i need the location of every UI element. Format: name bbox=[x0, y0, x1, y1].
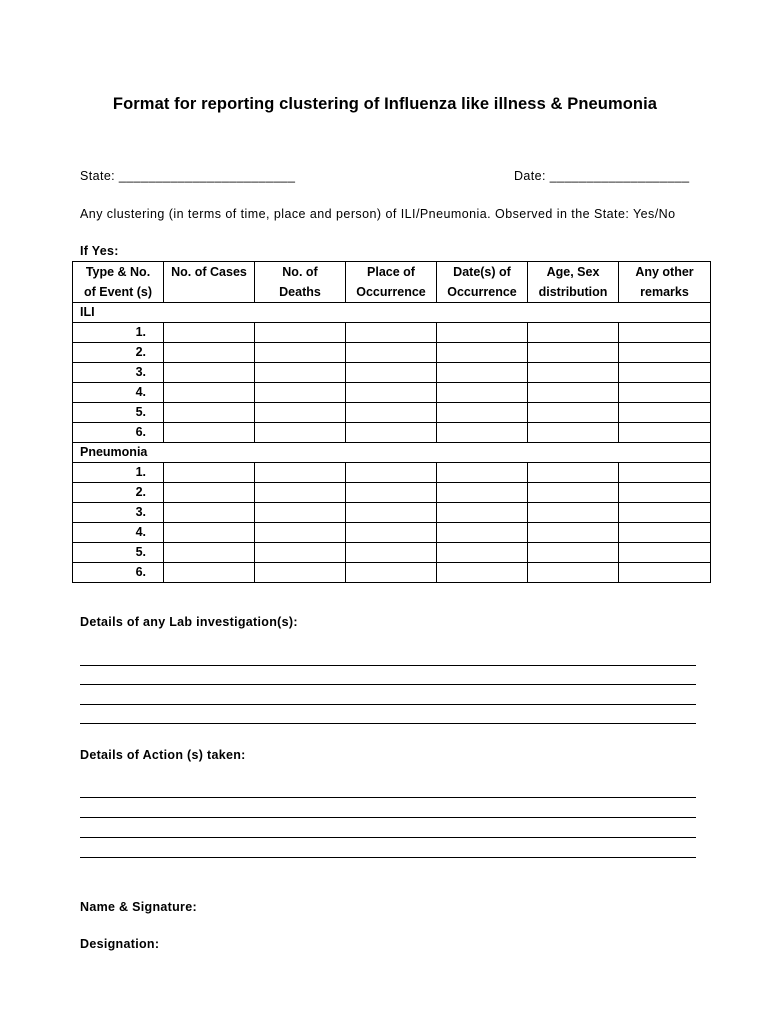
entry-cell[interactable] bbox=[619, 423, 711, 443]
entry-cell[interactable] bbox=[346, 543, 437, 563]
entry-cell[interactable] bbox=[437, 543, 528, 563]
entry-cell[interactable] bbox=[164, 523, 255, 543]
table-row bbox=[73, 343, 711, 363]
table-row bbox=[73, 503, 711, 523]
entry-cell[interactable] bbox=[528, 563, 619, 583]
entry-cell[interactable] bbox=[437, 363, 528, 383]
entry-cell[interactable] bbox=[619, 383, 711, 403]
table-row bbox=[73, 383, 711, 403]
action-line-2[interactable] bbox=[80, 817, 696, 818]
action-line-1[interactable] bbox=[80, 797, 696, 798]
entry-cell[interactable] bbox=[619, 483, 711, 503]
entry-cell[interactable] bbox=[619, 523, 711, 543]
clustering-table bbox=[72, 261, 711, 583]
entry-cell[interactable] bbox=[164, 323, 255, 343]
entry-cell[interactable] bbox=[164, 403, 255, 423]
table-row bbox=[73, 483, 711, 503]
entry-cell[interactable] bbox=[164, 483, 255, 503]
section-label: Pneumonia bbox=[73, 443, 164, 463]
entry-cell[interactable] bbox=[255, 503, 346, 523]
entry-cell[interactable] bbox=[437, 563, 528, 583]
entry-cell[interactable] bbox=[346, 363, 437, 383]
entry-cell[interactable] bbox=[528, 483, 619, 503]
column-header bbox=[164, 262, 255, 303]
entry-cell[interactable] bbox=[619, 343, 711, 363]
column-header-line: Place of bbox=[367, 265, 415, 279]
row-number: 3. bbox=[73, 363, 164, 383]
name-signature-label: Name & Signature: bbox=[80, 900, 197, 914]
entry-cell[interactable] bbox=[164, 363, 255, 383]
entry-cell[interactable] bbox=[255, 403, 346, 423]
designation-label: Designation: bbox=[80, 937, 160, 951]
entry-cell[interactable] bbox=[164, 383, 255, 403]
entry-cell[interactable] bbox=[164, 563, 255, 583]
column-header-line: Occurrence bbox=[447, 284, 517, 299]
entry-cell[interactable] bbox=[437, 463, 528, 483]
entry-cell[interactable] bbox=[437, 403, 528, 423]
entry-cell[interactable] bbox=[164, 543, 255, 563]
entry-cell[interactable] bbox=[528, 543, 619, 563]
entry-cell[interactable] bbox=[255, 343, 346, 363]
column-header-line: No. of Cases bbox=[171, 265, 247, 279]
entry-cell[interactable] bbox=[346, 483, 437, 503]
entry-cell[interactable] bbox=[255, 463, 346, 483]
column-header bbox=[346, 262, 437, 303]
table-row bbox=[73, 463, 711, 483]
row-number: 1. bbox=[73, 463, 164, 483]
row-number: 6. bbox=[73, 563, 164, 583]
row-number: 2. bbox=[73, 343, 164, 363]
column-header-line: remarks bbox=[640, 284, 689, 299]
column-header bbox=[255, 262, 346, 303]
entry-cell[interactable] bbox=[528, 383, 619, 403]
entry-cell[interactable] bbox=[619, 403, 711, 423]
column-header bbox=[73, 262, 164, 303]
column-header-line: Age, Sex bbox=[546, 265, 600, 279]
entry-cell[interactable] bbox=[619, 563, 711, 583]
column-header-line: Occurrence bbox=[356, 284, 426, 299]
section-label: ILI bbox=[73, 303, 164, 323]
entry-cell[interactable] bbox=[528, 463, 619, 483]
section-spacer bbox=[164, 443, 711, 463]
section-row bbox=[73, 303, 711, 323]
entry-cell[interactable] bbox=[346, 563, 437, 583]
entry-cell[interactable] bbox=[346, 403, 437, 423]
entry-cell[interactable] bbox=[164, 423, 255, 443]
lab-line-1[interactable] bbox=[80, 665, 696, 666]
row-number: 3. bbox=[73, 503, 164, 523]
entry-cell[interactable] bbox=[255, 543, 346, 563]
entry-cell[interactable] bbox=[255, 523, 346, 543]
entry-cell[interactable] bbox=[346, 323, 437, 343]
entry-cell[interactable] bbox=[619, 503, 711, 523]
entry-cell[interactable] bbox=[619, 463, 711, 483]
entry-cell[interactable] bbox=[346, 503, 437, 523]
entry-cell[interactable] bbox=[437, 423, 528, 443]
entry-cell[interactable] bbox=[437, 523, 528, 543]
entry-cell[interactable] bbox=[255, 423, 346, 443]
row-number: 5. bbox=[73, 543, 164, 563]
entry-cell[interactable] bbox=[528, 503, 619, 523]
entry-cell[interactable] bbox=[255, 483, 346, 503]
column-header-line: Date(s) of bbox=[453, 265, 511, 279]
column-header-line: Any other bbox=[635, 265, 694, 279]
action-line-4[interactable] bbox=[80, 857, 696, 858]
column-header bbox=[528, 262, 619, 303]
form-title: Format for reporting clustering of Influenza like illness & Pneumonia bbox=[112, 95, 658, 113]
entry-cell[interactable] bbox=[528, 343, 619, 363]
table-row bbox=[73, 403, 711, 423]
entry-cell[interactable] bbox=[255, 323, 346, 343]
state-field[interactable]: State: ________________________ bbox=[80, 169, 296, 183]
entry-cell[interactable] bbox=[528, 363, 619, 383]
clustering-question: Any clustering (in terms of time, place and person) of ILI/Pneumonia. Observed in the State: Yes/No bbox=[80, 207, 676, 221]
lab-line-3[interactable] bbox=[80, 704, 696, 705]
lab-line-2[interactable] bbox=[80, 684, 696, 685]
entry-cell[interactable] bbox=[528, 323, 619, 343]
entry-cell[interactable] bbox=[528, 523, 619, 543]
entry-cell[interactable] bbox=[528, 403, 619, 423]
entry-cell[interactable] bbox=[437, 323, 528, 343]
entry-cell[interactable] bbox=[528, 423, 619, 443]
column-header-line: of Event (s) bbox=[83, 284, 153, 299]
entry-cell[interactable] bbox=[346, 423, 437, 443]
action-taken-label: Details of Action (s) taken: bbox=[80, 748, 246, 762]
row-number: 4. bbox=[73, 523, 164, 543]
lab-investigation-label: Details of any Lab investigation(s): bbox=[80, 615, 298, 629]
table-row bbox=[73, 423, 711, 443]
date-field[interactable]: Date: ___________________ bbox=[514, 169, 690, 183]
section-row bbox=[73, 443, 711, 463]
entry-cell[interactable] bbox=[437, 503, 528, 523]
entry-cell[interactable] bbox=[437, 483, 528, 503]
table-row bbox=[73, 323, 711, 343]
row-number: 1. bbox=[73, 323, 164, 343]
entry-cell[interactable] bbox=[346, 383, 437, 403]
column-header-line: No. of bbox=[282, 265, 318, 279]
entry-cell[interactable] bbox=[164, 343, 255, 363]
table-header-row bbox=[73, 262, 711, 303]
entry-cell[interactable] bbox=[346, 343, 437, 363]
section-spacer bbox=[164, 303, 711, 323]
row-number: 4. bbox=[73, 383, 164, 403]
entry-cell[interactable] bbox=[346, 463, 437, 483]
entry-cell[interactable] bbox=[437, 343, 528, 363]
table-row bbox=[73, 563, 711, 583]
column-header-line: distribution bbox=[538, 284, 608, 299]
table-row bbox=[73, 523, 711, 543]
entry-cell[interactable] bbox=[255, 383, 346, 403]
column-header-line: Deaths bbox=[279, 284, 321, 299]
table-row bbox=[73, 543, 711, 563]
entry-cell[interactable] bbox=[437, 383, 528, 403]
if-yes-label: If Yes: bbox=[80, 244, 119, 258]
column-header bbox=[619, 262, 711, 303]
entry-cell[interactable] bbox=[619, 363, 711, 383]
column-header bbox=[437, 262, 528, 303]
row-number: 2. bbox=[73, 483, 164, 503]
row-number: 5. bbox=[73, 403, 164, 423]
entry-cell[interactable] bbox=[255, 363, 346, 383]
row-number: 6. bbox=[73, 423, 164, 443]
entry-cell[interactable] bbox=[619, 323, 711, 343]
entry-cell[interactable] bbox=[164, 463, 255, 483]
column-header-line: Type & No. bbox=[85, 265, 151, 279]
entry-cell[interactable] bbox=[255, 563, 346, 583]
action-line-3[interactable] bbox=[80, 837, 696, 838]
table-row bbox=[73, 363, 711, 383]
lab-line-4[interactable] bbox=[80, 723, 696, 724]
entry-cell[interactable] bbox=[164, 503, 255, 523]
entry-cell[interactable] bbox=[346, 523, 437, 543]
entry-cell[interactable] bbox=[619, 543, 711, 563]
